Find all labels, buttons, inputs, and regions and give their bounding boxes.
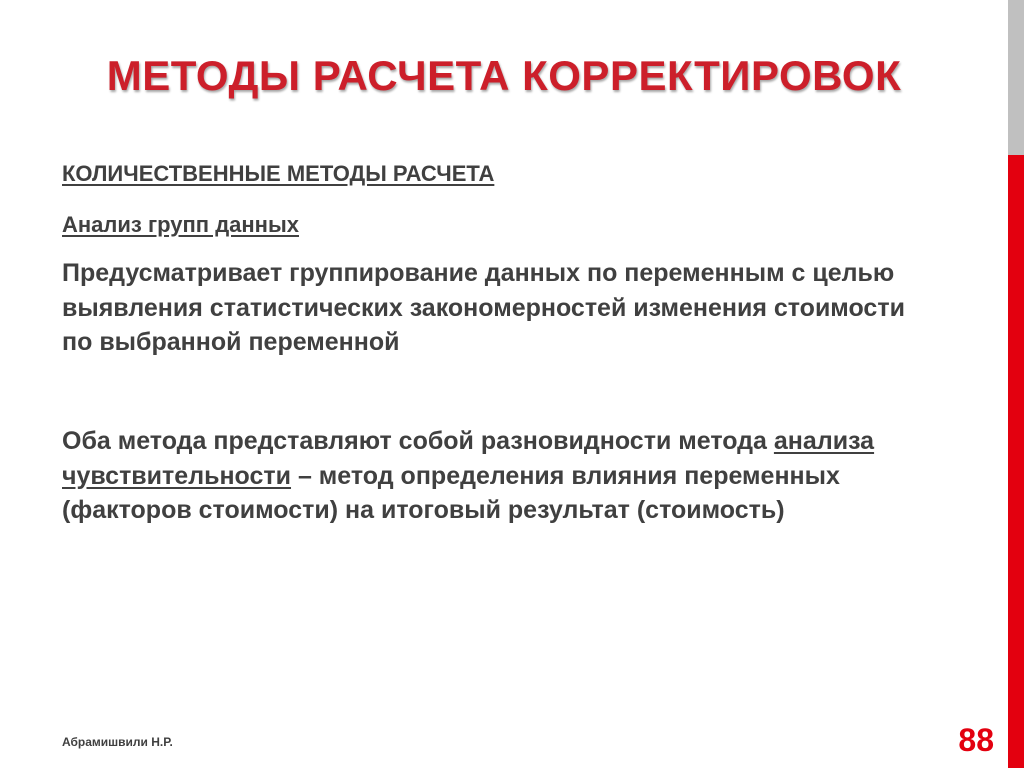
sensitivity-analysis-term: анализа чувствительности	[62, 427, 875, 490]
slide-title: МЕТОДЫ РАСЧЕТА КОРРЕКТИРОВОК	[106, 52, 902, 99]
method-description: Предусматривает группирование данных по переменным с целью выявления статистических закономерностей изменения стоимости по выбранной переменной	[62, 259, 905, 356]
side-bar-gray	[1008, 0, 1024, 155]
side-bar-red	[1008, 155, 1024, 768]
section-subheading: КОЛИЧЕСТВЕННЫЕ МЕТОДЫ РАСЧЕТА	[62, 161, 495, 186]
page-number: 88	[958, 722, 994, 758]
conclusion-text-end: – метод определения влияния переменных (факторов стоимости) на итоговый результат (стоимость)	[62, 461, 840, 524]
author-footer: Абрамишвили Н.Р.	[62, 735, 173, 749]
conclusion-paragraph	[62, 424, 942, 528]
method-name: Анализ групп данных	[62, 212, 299, 237]
conclusion-text-start: Оба метода представляют собой разновидности метода	[62, 427, 774, 455]
